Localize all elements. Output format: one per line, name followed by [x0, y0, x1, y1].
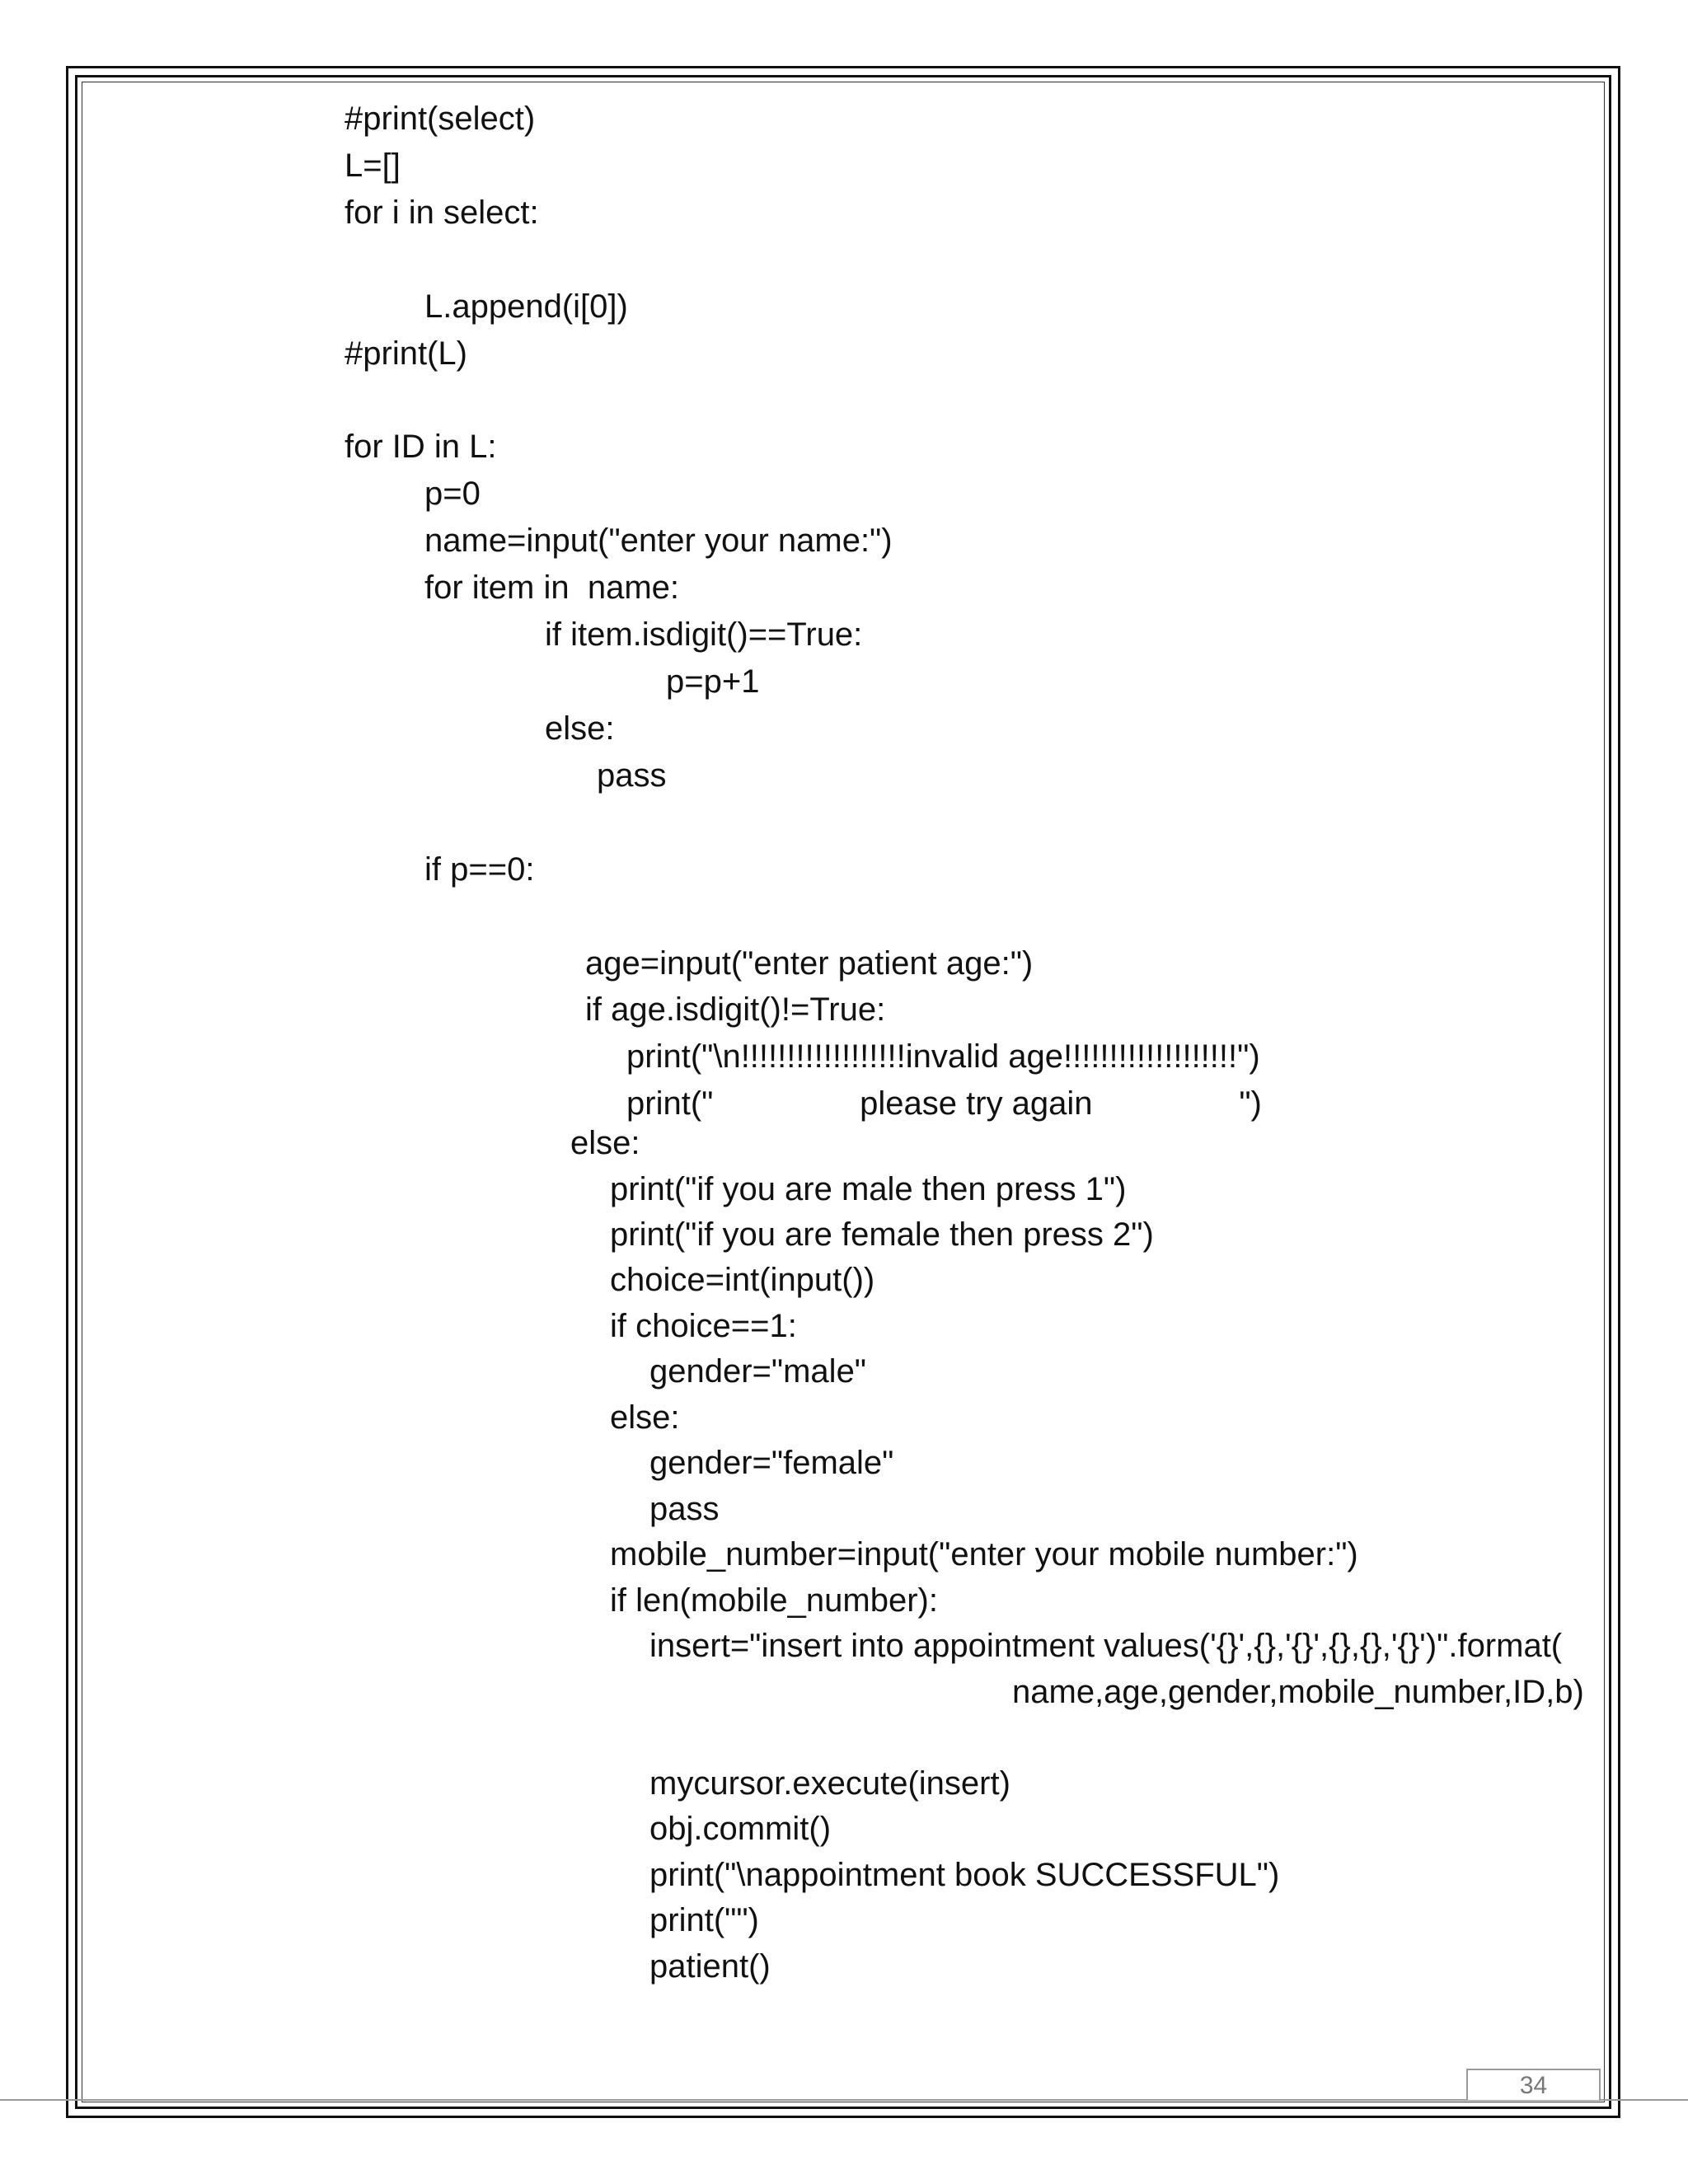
code-line: print("if you are male then press 1"): [610, 1171, 1127, 1207]
code-line: if len(mobile_number):: [610, 1582, 938, 1619]
code-line: print("\n!!!!!!!!!!!!!!!!!!invalid age!!!!!!!!!!!!!!!!!!!"): [626, 1038, 1260, 1075]
code-line: age=input("enter patient age:"): [585, 945, 1034, 982]
code-line: if choice==1:: [610, 1308, 797, 1344]
code-line: gender="male": [649, 1353, 867, 1390]
code-line: name,age,gender,mobile_number,ID,b): [1012, 1674, 1584, 1710]
code-line: pass: [597, 757, 667, 794]
footer-rule: [0, 2099, 1688, 2101]
code-line: for ID in L:: [345, 429, 497, 465]
code-line: else:: [545, 710, 615, 747]
page-number: 34: [1466, 2069, 1601, 2100]
code-line: gender="female": [649, 1445, 894, 1481]
code-line: print("\nappointment book SUCCESSFUL"): [649, 1857, 1280, 1893]
code-line: #print(L): [345, 335, 467, 372]
code-line: mobile_number=input("enter your mobile number:"): [610, 1536, 1358, 1572]
code-line: print("if you are female then press 2"): [610, 1216, 1154, 1253]
code-line: L=[]: [345, 148, 401, 184]
code-line: else:: [610, 1399, 680, 1436]
code-line: for item in name:: [424, 569, 680, 606]
code-line: for i in select:: [345, 194, 539, 231]
code-line: if item.isdigit()==True:: [545, 616, 863, 653]
code-line: name=input("enter your name:"): [424, 523, 893, 559]
code-line: if age.isdigit()!=True:: [585, 991, 886, 1028]
code-line: patient(): [649, 1948, 771, 1985]
code-line: else:: [570, 1125, 640, 1161]
code-line: p=0: [424, 476, 481, 512]
code-line: obj.commit(): [649, 1811, 832, 1847]
code-line: L.append(i[0]): [424, 288, 628, 325]
code-line: print(" please try again "): [626, 1085, 1262, 1122]
code-line: #print(select): [345, 101, 536, 137]
code-line: if p==0:: [424, 851, 535, 888]
code-line: pass: [649, 1491, 720, 1527]
code-line: choice=int(input()): [610, 1262, 875, 1298]
code-line: print(""): [649, 1902, 759, 1938]
code-line: p=p+1: [666, 663, 760, 700]
code-line: mycursor.execute(insert): [649, 1765, 1010, 1802]
code-line: insert="insert into appointment values('{}',{},'{}',{},{},'{}')".format(: [649, 1628, 1563, 1664]
